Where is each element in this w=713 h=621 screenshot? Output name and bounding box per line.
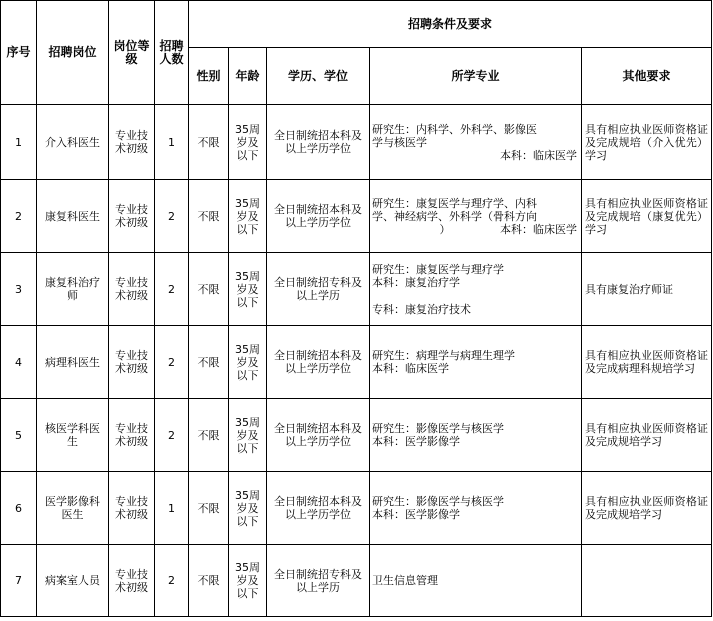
cell-major — [370, 253, 582, 326]
header-position: 招聘岗位 — [37, 1, 109, 105]
cell-seq: 2 — [1, 180, 37, 253]
cell-count: 2 — [155, 545, 189, 617]
cell-major — [370, 180, 582, 253]
header-row-1 — [1, 1, 712, 48]
cell-gender: 不限 — [189, 545, 229, 617]
cell-age: 35周岁及以下 — [229, 180, 267, 253]
header-gender: 性别 — [189, 48, 229, 105]
major-line: 研究生：影像医学与核医学 — [372, 495, 504, 508]
major-line: 本科：临床医学 — [372, 362, 449, 375]
cell-gender: 不限 — [189, 399, 229, 472]
major-line: 学、神经病学、外科学（骨科方向 — [372, 209, 537, 223]
table-row — [1, 472, 712, 545]
cell-seq: 7 — [1, 545, 37, 617]
cell-gender: 不限 — [189, 105, 229, 180]
cell-level: 专业技术初级 — [109, 472, 155, 545]
major-line: 本科：医学影像学 — [372, 435, 460, 448]
cell-age: 35周岁及以下 — [229, 105, 267, 180]
cell-major — [370, 472, 582, 545]
cell-other: 具有康复治疗师证 — [582, 253, 712, 326]
cell-level: 专业技术初级 — [109, 253, 155, 326]
major-line: 研究生：内科学、外科学、影像医 — [372, 122, 537, 136]
cell-education: 全日制统招本科及以上学历学位 — [267, 180, 370, 253]
cell-level: 专业技术初级 — [109, 399, 155, 472]
table-row — [1, 545, 712, 617]
cell-gender: 不限 — [189, 253, 229, 326]
cell-gender: 不限 — [189, 472, 229, 545]
cell-position: 康复科治疗师 — [37, 253, 109, 326]
cell-other: 具有相应执业医师资格证及完成规培学习 — [582, 472, 712, 545]
cell-count: 1 — [155, 105, 189, 180]
cell-education: 全日制统招本科及以上学历学位 — [267, 472, 370, 545]
cell-major — [370, 326, 582, 399]
table-row — [1, 180, 712, 253]
cell-age: 35周岁及以下 — [229, 253, 267, 326]
major-line: 本科：医学影像学 — [372, 508, 460, 521]
header-age: 年龄 — [229, 48, 267, 105]
header-major: 所学专业 — [370, 48, 582, 105]
major-line-right: 本科：临床医学 — [500, 148, 577, 162]
cell-level: 专业技术初级 — [109, 326, 155, 399]
cell-education: 全日制统招本科及以上学历学位 — [267, 326, 370, 399]
table-row — [1, 399, 712, 472]
cell-position: 介入科医生 — [37, 105, 109, 180]
cell-other: 具有相应执业医师资格证及完成规培（介入优先）学习 — [582, 105, 712, 180]
cell-education: 全日制统招本科及以上学历学位 — [267, 399, 370, 472]
cell-age: 35周岁及以下 — [229, 472, 267, 545]
cell-level: 专业技术初级 — [109, 545, 155, 617]
table-row — [1, 253, 712, 326]
major-line-extra: 专科：康复治疗技术 — [372, 302, 471, 316]
major-line: 研究生：病理学与病理生理学 — [372, 349, 515, 362]
cell-gender: 不限 — [189, 326, 229, 399]
major-line: 研究生：康复医学与理疗学、内科 — [372, 196, 537, 210]
header-education: 学历、学位 — [267, 48, 370, 105]
cell-other — [582, 545, 712, 617]
header-count: 招聘人数 — [155, 1, 189, 105]
cell-age: 35周岁及以下 — [229, 399, 267, 472]
cell-count: 2 — [155, 253, 189, 326]
cell-seq: 5 — [1, 399, 37, 472]
major-line: 研究生：康复医学与理疗学 — [372, 262, 504, 276]
major-line: 卫生信息管理 — [372, 574, 438, 587]
cell-level: 专业技术初级 — [109, 105, 155, 180]
header-level: 岗位等级 — [109, 1, 155, 105]
cell-major — [370, 105, 582, 180]
table-row — [1, 326, 712, 399]
cell-seq: 4 — [1, 326, 37, 399]
major-line: 学与核医学 — [372, 135, 427, 149]
cell-education: 全日制统招本科及以上学历学位 — [267, 105, 370, 180]
cell-count: 2 — [155, 399, 189, 472]
cell-gender: 不限 — [189, 180, 229, 253]
cell-other: 具有相应执业医师资格证及完成病理科规培学习 — [582, 326, 712, 399]
cell-position: 病理科医生 — [37, 326, 109, 399]
header-other: 其他要求 — [582, 48, 712, 105]
cell-seq: 3 — [1, 253, 37, 326]
cell-major — [370, 399, 582, 472]
cell-major — [370, 545, 582, 617]
cell-count: 2 — [155, 180, 189, 253]
major-line-right: ） 本科：临床医学 — [439, 222, 577, 236]
cell-seq: 1 — [1, 105, 37, 180]
header-conditions: 招聘条件及要求 — [189, 1, 712, 48]
cell-count: 2 — [155, 326, 189, 399]
major-line: 研究生：影像医学与核医学 — [372, 422, 504, 435]
cell-other: 具有相应执业医师资格证及完成规培学习 — [582, 399, 712, 472]
cell-position: 病案室人员 — [37, 545, 109, 617]
cell-position: 医学影像科医生 — [37, 472, 109, 545]
cell-age: 35周岁及以下 — [229, 326, 267, 399]
cell-position: 康复科医生 — [37, 180, 109, 253]
table-row — [1, 105, 712, 180]
cell-count: 1 — [155, 472, 189, 545]
major-gap — [372, 289, 581, 303]
cell-education: 全日制统招专科及以上学历 — [267, 253, 370, 326]
cell-other: 具有相应执业医师资格证及完成规培（康复优先）学习 — [582, 180, 712, 253]
header-seq: 序号 — [1, 1, 37, 105]
cell-position: 核医学科医生 — [37, 399, 109, 472]
major-line: 本科：康复治疗学 — [372, 275, 460, 289]
cell-age: 35周岁及以下 — [229, 545, 267, 617]
cell-education: 全日制统招专科及以上学历 — [267, 545, 370, 617]
cell-seq: 6 — [1, 472, 37, 545]
cell-level: 专业技术初级 — [109, 180, 155, 253]
